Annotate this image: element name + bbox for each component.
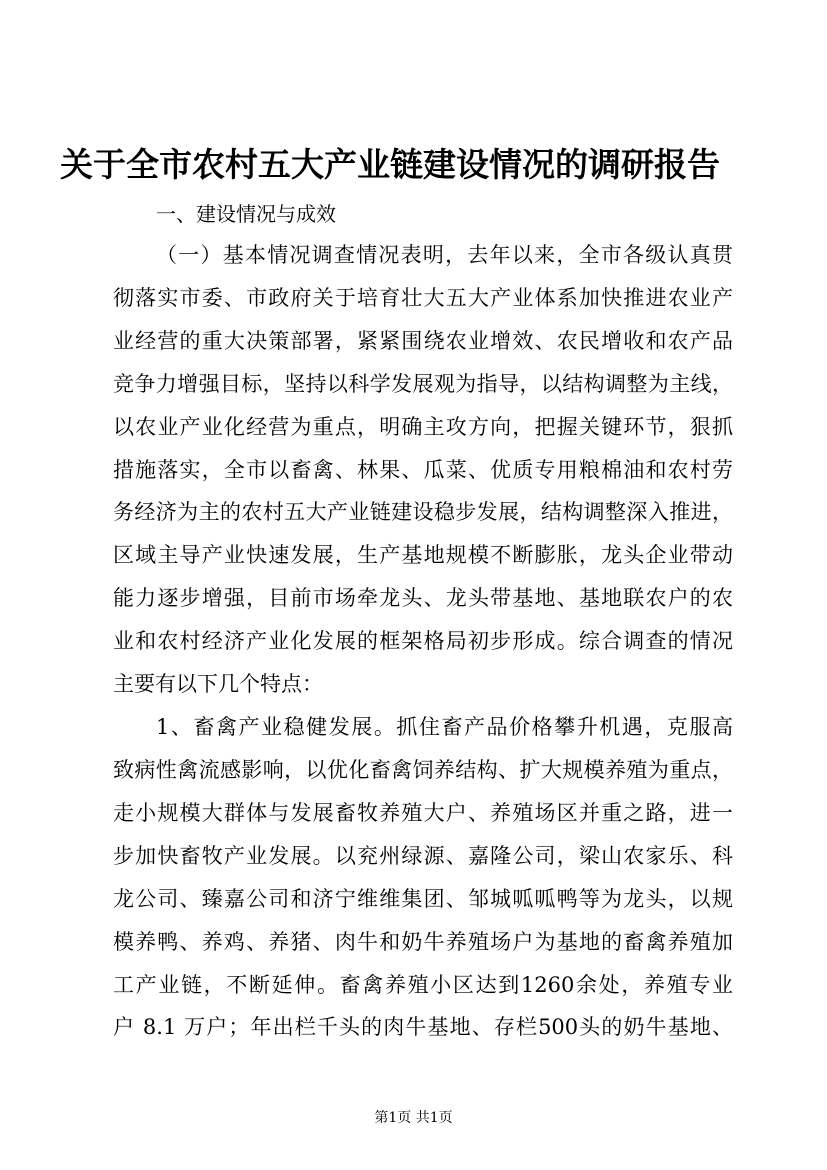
paragraph-line: 1、畜禽产业稳健发展。抓住畜产品价格攀升机遇，克服高	[156, 715, 733, 739]
paragraph-line: 步加快畜牧产业发展。以兖州绿源、嘉隆公司，梁山农家乐、科	[113, 844, 733, 868]
paragraph-line: 户 8.1 万户；年出栏千头的肉牛基地、存栏500头的奶牛基地、	[113, 1015, 733, 1039]
page-number-footer: 第1页 共1页	[374, 1110, 453, 1126]
paragraph-line: 能力逐步增强，目前市场牵龙头、龙头带基地、基地联农户的农	[113, 586, 733, 610]
paragraph-line: 务经济为主的农村五大产业链建设稳步发展，结构调整深入推进，	[113, 500, 733, 524]
paragraph-line: 业经营的重大决策部署，紧紧围绕农业增效、农民增收和农产品	[113, 329, 733, 353]
paragraph-line: 走小规模大群体与发展畜牧养殖大户、养殖场区并重之路，进一	[113, 801, 733, 825]
document-title: 关于全市农村五大产业链建设情况的调研报告	[60, 145, 720, 184]
paragraph-line: 龙公司、臻嘉公司和济宁维维集团、邹城呱呱鸭等为龙头，以规	[113, 887, 733, 911]
section-heading: 一、建设情况与成效	[156, 202, 336, 226]
paragraph-line: 工产业链，不断延伸。畜禽养殖小区达到1260余处，养殖专业	[113, 973, 733, 997]
paragraph-line: 业和农村经济产业化发展的框架格局初步形成。综合调查的情况	[113, 629, 733, 653]
paragraph-line: 彻落实市委、市政府关于培育壮大五大产业体系加快推进农业产	[113, 286, 733, 310]
paragraph-line: 模养鸭、养鸡、养猪、肉牛和奶牛养殖场户为基地的畜禽养殖加	[113, 930, 733, 954]
paragraph-line: 主要有以下几个特点：	[113, 672, 323, 696]
paragraph-line: 措施落实，全市以畜禽、林果、瓜菜、优质专用粮棉油和农村劳	[113, 458, 733, 482]
paragraph-line: 以农业产业化经营为重点，明确主攻方向，把握关键环节，狠抓	[113, 415, 733, 439]
paragraph-line: 区域主导产业快速发展，生产基地规模不断膨胀，龙头企业带动	[113, 543, 733, 567]
paragraph-line: 竞争力增强目标，坚持以科学发展观为指导，以结构调整为主线，	[113, 372, 733, 396]
paragraph-line: （一）基本情况调查情况表明，去年以来，全市各级认真贯	[156, 243, 733, 267]
paragraph-line: 致病性禽流感影响，以优化畜禽饲养结构、扩大规模养殖为重点，	[113, 758, 733, 782]
